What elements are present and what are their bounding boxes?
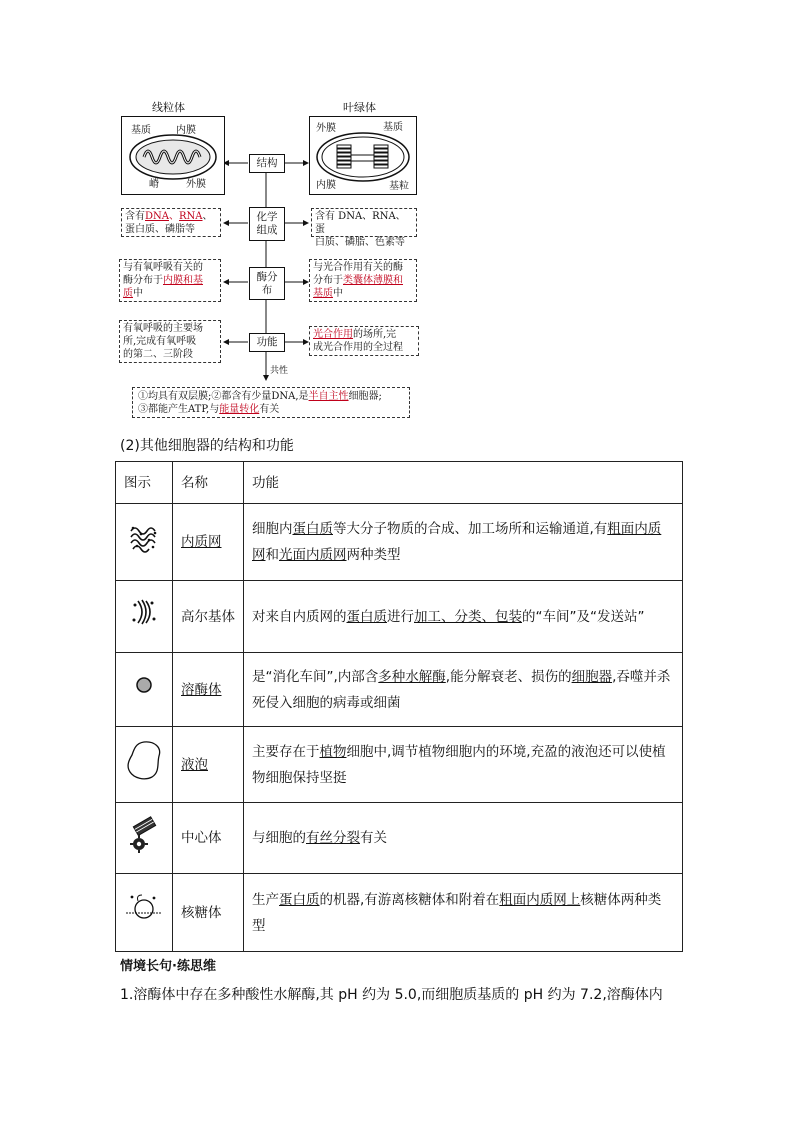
chloro-label-matrix: 基质 (383, 122, 403, 133)
ribosome-image (116, 874, 173, 952)
golgi-function: 对来自内质网的蛋白质进行加工、分类、包装的“车间”及“发送站” (244, 581, 683, 653)
mito-enzyme-box: 与有氧呼吸有关的 酶分布于内膜和基 质中 (119, 259, 221, 302)
table-row (116, 803, 683, 874)
lysosome-image (116, 653, 173, 727)
center-enzyme (249, 267, 285, 300)
lysosome-icon (134, 675, 154, 695)
center-common: 共性 (270, 366, 289, 376)
table-row (116, 874, 683, 952)
section-title: (2)其他细胞器的结构和功能 (120, 438, 294, 454)
centrosome-icon (127, 815, 161, 853)
table-row (116, 504, 683, 581)
center-chem-label: 化学组成 (256, 211, 278, 236)
chloro-label-outer: 外膜 (316, 123, 336, 134)
vacuole-name: 液泡 (173, 727, 244, 803)
mito-label-outer: 外膜 (186, 179, 206, 190)
centrosome-name: 中心体 (173, 803, 244, 874)
header-func: 功能 (244, 462, 683, 504)
center-function: 功能 (249, 333, 285, 352)
er-name: 内质网 (173, 504, 244, 581)
golgi-icon (130, 597, 158, 627)
chloro-function-box: 光合作用的场所,完 成光合作用的全过程 (309, 326, 419, 356)
centrosome-function: 与细胞的有丝分裂有关 (244, 803, 683, 874)
mitochondrion-figure (121, 116, 225, 195)
vacuole-function: 主要存在于植物细胞中,调节植物细胞内的环境,充盈的液泡还可以使植物细胞保持坚挺 (244, 727, 683, 803)
common-features-box: ①均具有双层膜;②都含有少量DNA,是半自主性细胞器; ③都能产生ATP,与能量转化有关 (132, 387, 410, 418)
table-header-row (116, 462, 683, 504)
chloro-title: 叶绿体 (343, 101, 376, 114)
chloroplast-figure (309, 116, 417, 195)
ribosome-function: 生产蛋白质的机器,有游离核糖体和附着在粗面内质网上核糖体两种类型 (244, 874, 683, 952)
er-function: 细胞内蛋白质等大分子物质的合成、加工场所和运输通道,有粗面内质网和光面内质网两种类型 (244, 504, 683, 581)
centrosome-image (116, 803, 173, 874)
context-title: 情境长句·练思维 (120, 959, 216, 974)
table-row (116, 653, 683, 727)
vacuole-image (116, 727, 173, 803)
lysosome-name: 溶酶体 (173, 653, 244, 727)
mito-chem-box: 含有DNA、RNA、 蛋白质、磷脂等 (121, 208, 221, 237)
chloro-chem-box: 含有 DNA、RNA、蛋 白质、磷脂、色素等 (311, 208, 417, 237)
chloro-label-grana: 基粒 (389, 181, 409, 192)
header-icon: 图示 (116, 462, 173, 504)
center-chem (249, 207, 285, 241)
mito-label-cristae: 嵴 (149, 179, 159, 190)
center-structure: 结构 (249, 154, 285, 173)
er-icon (127, 521, 161, 555)
ribosome-icon (124, 893, 164, 923)
table-row (116, 581, 683, 653)
mito-title: 线粒体 (152, 101, 185, 114)
mito-label-inner: 内膜 (176, 125, 196, 136)
mito-label-matrix: 基质 (131, 125, 151, 136)
vacuole-icon (124, 738, 164, 782)
er-image (116, 504, 173, 581)
question-1: 1.溶酶体中存在多种酸性水解酶,其 pH 约为 5.0,而细胞质基质的 pH 约为 7.2,溶酶体内 (120, 987, 663, 1003)
organelle-table (115, 461, 683, 952)
golgi-name: 高尔基体 (173, 581, 244, 653)
mito-function-box: 有氧呼吸的主要场 所,完成有氧呼吸 的第二、三阶段 (119, 320, 221, 363)
table-row (116, 727, 683, 803)
lysosome-function: 是“消化车间”,内部含多种水解酶,能分解衰老、损伤的细胞器,吞噬并杀死侵入细胞的病毒或细菌 (244, 653, 683, 727)
chloro-label-inner: 内膜 (316, 180, 336, 191)
golgi-image (116, 581, 173, 653)
header-name: 名称 (173, 462, 244, 504)
chloro-enzyme-box: 与光合作用有关的酶 分布于类囊体薄膜和 基质中 (309, 259, 417, 302)
ribosome-name: 核糖体 (173, 874, 244, 952)
center-enzyme-label: 酶分布 (256, 270, 278, 296)
